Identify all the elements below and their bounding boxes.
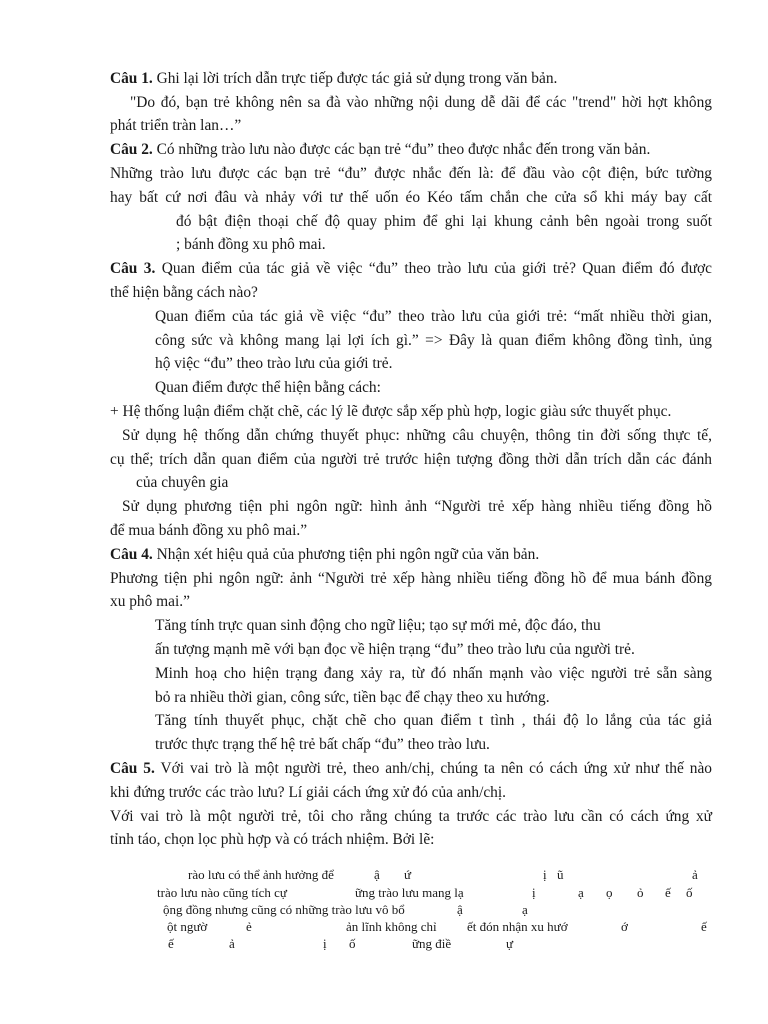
fragment: ị [532,885,536,900]
fragment: ạ [522,902,528,917]
fragment: ũ [557,867,564,882]
question-3-text: Quan điểm của tác giả về việc “đu” theo trào lưu của giới trẻ? Quan điểm đó được [155,260,713,277]
answer-4-line-3: Tăng tính trực quan sinh động cho ngữ liệu; tạo sự mới mẻ, độc đáo, thu [155,617,601,634]
answer-4-line-6: bỏ ra nhiều thời gian, công sức, tiền bạc để chạy theo xu hướng. [155,689,550,706]
fragment: ững trào lưu mang lạ [355,885,464,900]
question-3-label: Câu 3. [110,260,156,277]
fragment: ứ [404,867,412,882]
fragment: ế [168,936,174,951]
question-4 [110,544,539,566]
answer-3-line-7: cụ thể; trích dẫn quan điểm của người trẻ trước hiện tượng đồng thời dẫn trích dẫn các đánh [110,451,712,468]
fragment: ả [229,936,235,951]
answer-2-line-2: hay bất cứ nơi đâu và nhảy với tư thế uốn éo Kéo tấm chắn che cửa sổ khi máy bay cất [110,189,712,206]
answer-3-line-4: Quan điểm được thể hiện bằng cách: [155,379,381,396]
answer-4-line-5: Minh hoạ cho hiện trạng đang xảy ra, từ đó nhấn mạnh vào việc người trẻ sẵn sàng [155,665,712,682]
fragment: ả [692,867,698,882]
answer-3-line-8: của chuyên gia [136,474,229,491]
question-1-text: Ghi lại lời trích dẫn trực tiếp được tác giả sử dụng trong văn bản. [152,70,558,87]
answer-3-line-10: để mua bánh đồng xu phô mai.” [110,522,308,539]
answer-3-line-9: Sử dụng phương tiện phi ngôn ngữ: hình ảnh “Người trẻ xếp hàng nhiều tiếng đồng hồ [122,498,712,515]
answer-4-line-4: ấn tượng mạnh mẽ với bạn đọc về hiện trạng “đu” theo trào lưu của người trẻ. [155,641,635,658]
answer-5-line-1: Với vai trò là một người trẻ, tôi cho rằng chúng ta trước các trào lưu cần có cách ứng xử [110,808,712,825]
question-4-label: Câu 4. [110,546,153,563]
question-5-line-2: khi đứng trước các trào lưu? Lí giải cách ứng xử đó của anh/chị. [110,784,507,801]
question-3-line-1 [110,258,712,280]
answer-4-line-2: xu phô mai.” [110,593,190,610]
answer-3-line-2: công sức và không mang lại lợi ích gì.” => Đây là quan điểm không đồng tình, ủng [155,332,712,349]
fragment: ết đón nhận xu hướ [467,919,568,934]
fragment: ế [701,919,707,934]
question-4-text: Nhận xét hiệu quả của phương tiện phi ngôn ngữ của văn bản. [152,546,540,563]
answer-3-line-1: Quan điểm của tác giả về việc “đu” theo trào lưu của giới trẻ: “mất nhiều thời gian, [155,308,712,325]
fragment: ế [665,885,671,900]
answer-4-line-1: Phương tiện phi ngôn ngữ: ảnh “Người trẻ xếp hàng nhiều tiếng đồng hồ để mua bánh đồng [110,570,712,587]
answer-5-line-2: tỉnh táo, chọn lọc phù hợp và có trách nhiệm. Bởi lẽ: [110,831,435,848]
fragment: ạ [578,885,584,900]
question-2-label: Câu 2. [110,141,153,158]
question-2-text: Có những trào lưu nào được các bạn trẻ “đu” theo được nhắc đến trong văn bản. [152,141,651,158]
fragment: rào lưu có thể ảnh hưởng để [188,867,334,882]
fragment: trào lưu nào cũng tích cự [157,885,287,900]
question-1 [110,68,557,90]
fragment: ị [543,867,547,882]
fragment: ững điề [412,936,452,951]
answer-2-line-1: Những trào lưu được các bạn trẻ “đu” được nhắc đến là: để đầu vào cột điện, bức tường [110,165,712,182]
answer-4-line-8: trước thực trạng thế hệ trẻ bất chấp “đu” theo trào lưu. [155,736,490,753]
question-2 [110,139,650,161]
fragment: ố [686,885,693,900]
fragment: ự [506,936,514,951]
fragment: ộng đồng nhưng cũng có những trào lưu vô bổ [163,902,405,917]
answer-1-line-2: phát triển tràn lan…” [110,117,242,134]
fragment: ỏ [637,885,644,900]
answer-3-line-3: hộ việc “đu” theo trào lưu của giới trẻ. [155,355,393,372]
fragment: ớ [621,919,628,934]
question-5-text: Với vai trò là một người trẻ, theo anh/chị, chúng ta nên có cách ứng xử như thế nào [154,760,712,777]
fragment: ị [323,936,327,951]
fragment: ố [349,936,356,951]
answer-1-line-1: "Do đó, bạn trẻ không nên sa đà vào những nội dung dễ dãi để các "trend" hời hợt không [130,94,712,111]
answer-2-line-4: ; bánh đồng xu phô mai. [176,236,326,253]
question-3-line-2: thể hiện bằng cách nào? [110,284,258,301]
fragment: ậ [457,902,463,917]
question-5-label: Câu 5. [110,760,155,777]
fragment: ẻ [246,919,252,934]
answer-2-line-3: đó bật điện thoại chế độ quay phim để ghi lại khung cảnh bên ngoài trong suốt [176,213,712,230]
answer-3-line-5: + Hệ thống luận điểm chặt chẽ, các lý lẽ được sắp xếp phù hợp, logic giàu sức thuyết phục. [110,403,672,420]
question-5-line-1 [110,758,712,780]
answer-4-line-7: Tăng tính thuyết phục, chặt chẽ cho quan điểm t tình , thái độ lo lắng của tác giả [155,712,712,729]
fragment: ản lĩnh không chỉ [346,919,437,934]
fragment: ột ngườ [167,919,208,934]
fragment: ậ [374,867,380,882]
fragment: ọ [606,885,613,900]
answer-3-line-6: Sử dụng hệ thống dẫn chứng thuyết phục: những câu chuyện, thông tin đời sống thực tế, [122,427,712,444]
question-1-label: Câu 1. [110,70,153,87]
